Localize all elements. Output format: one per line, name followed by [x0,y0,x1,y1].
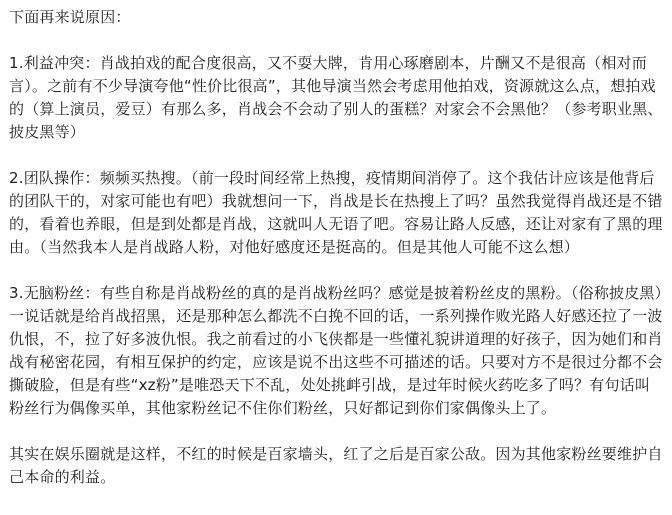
point-1-paragraph: 1.利益冲突：肖战拍戏的配合度很高，又不耍大牌，肯用心琢磨剧本，片酬又不是很高（相对而言）。之前有不少导演夸他“性价比很高”，其他导演当然会考虑用他拍戏，资源就这么点，想拍戏的（算上演员，爱豆）有那么多，肖战会不会动了别人的蛋糕？对家会不会黑他？（参考职业黑、披皮黑等） [9,54,663,141]
point-3-paragraph: 3.无脑粉丝：有些自称是肖战粉丝的真的是肖战粉丝吗？感觉是披着粉丝皮的黑粉。（俗称披皮黑）一说话就是给肖战招黑，还是那种怎么都洗不白挽不回的话，一系列操作败光路人好感还拉了一波仇恨，不，拉了好多波仇恨。我之前看过的小飞侠都是一些懂礼貌讲道理的好孩子，因为她们和肖战有秘密花园，有相互保护的约定，应该是说不出这些不可描述的话。只要对方不是很过分都不会撕破脸，但是有些“xz粉”是唯恐天下不乱，处处挑衅引战，是过年时候火药吃多了吗？有句话叫粉丝行为偶像买单，其他家粉丝记不住你们粉丝，只好都记到你们家偶像头上了。 [9,284,663,417]
intro-line: 下面再来说原因： [9,8,131,26]
paragraph-gap [9,144,664,167]
paragraph-gap [9,259,664,282]
point-2-paragraph: 2.团队操作：频频买热搜。（前一段时间经常上热搜，疫情期间消停了。这个我估计应该是他背后的团队干的，对家可能也有吧）我就想问一下，肖战是长在热搜上了吗？虽然我觉得肖战还是不错的，看着也养眼，但是到处都是肖战，这就叫人无语了吧。容易让路人反感，还让对家有了黑的理由。（当然我本人是肖战路人粉，对他好感度还是挺高的。但是其他人可能不这么想） [9,169,663,256]
conclusion-paragraph: 其实在娱乐圈就是这样，不红的时候是百家墙头，红了之后是百家公敌。因为其他家粉丝要维护自己本命的利益。 [9,445,663,486]
paragraph-gap [9,420,664,443]
paragraph-gap [9,29,664,52]
